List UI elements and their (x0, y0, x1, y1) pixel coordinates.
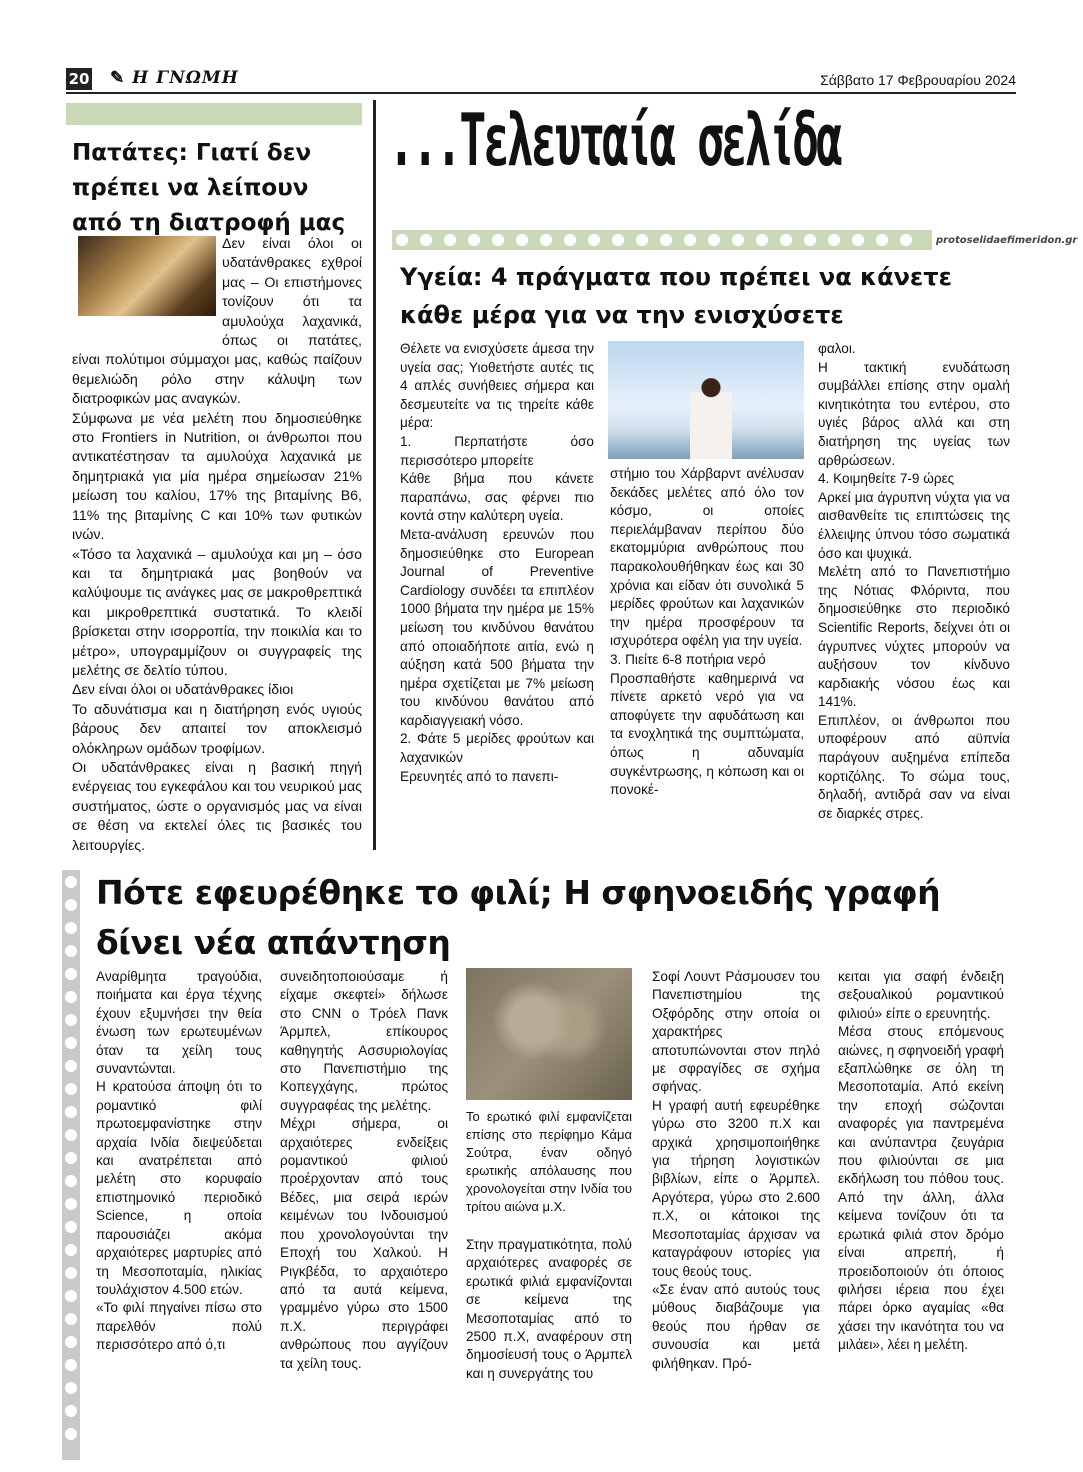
section-title: ...Τελευταία σελίδα (388, 98, 840, 182)
health-paragraph: Αρκεί μια άγρυπνη νύχτα για να αισθανθείτε τις επιπτώσεις της έλλειψης ύπνου τόσο σωματικά όσο και ψυχικά. (818, 489, 1010, 561)
health-col-1 (400, 340, 594, 786)
health-paragraph: Κάθε βήμα που κάνετε παραπάνω, σας φέρνει πιο κοντά στην καλύτερη υγεία. (400, 471, 594, 524)
potato-paragraph: Σύμφωνα με νέα μελέτη που δημοσιεύθηκε στο Frontiers in Nutrition, οι άνθρωποι που αντικατέστησαν τα αμυλούχα λαχανικά με δημητριακά για μία ημέρα σημείωσαν 21% μείωση του καλίου, 17% της βιταμίνης Β6, 11% της βιταμίνης C και 10% των φυτικών ινών. (72, 410, 362, 544)
kiss-article-title: Πότε εφευρέθηκε το φιλί; Η σφηνοειδής γραφή δίνει νέα απάντηση (96, 873, 941, 962)
potato-article-title: Πατάτες: Γιατί δεν πρέπει να λείπουν από τη διατροφή μας (72, 140, 346, 236)
decorative-dots-bar (392, 230, 932, 250)
kiss-col-2 (280, 968, 448, 1373)
newspaper-logo (110, 68, 239, 88)
health-col-3 (818, 340, 1010, 823)
potato-paragraph: Το αδυνάτισμα και η διατήρηση ενός υγιούς βάρους δεν απαιτεί τον αποκλεισμό ολόκληρων ομάδων τροφίμων. (72, 701, 362, 757)
potato-title-bar (66, 103, 362, 125)
potato-paragraph: Οι υδατάνθρακες είναι η βασική πηγή ενέργειας του εγκεφάλου και του νευρικού μας συστήματος, ώστε ο οργανισμός μας να είναι σε θέση να εκτελεί όλες τις βασικές του λειτουργίες. (72, 759, 362, 854)
page-number: 20 (66, 68, 92, 90)
kiss-paragraph: συνειδητοποιούσαμε ή είχαμε σκεφτεί» δήλωσε στο CNN ο Τρόελ Πανκ Άρμπελ, επίκουρος καθηγητής Ασσυριολογίας στο Πανεπιστήμιο της Κοπεγχάγης, πρώτος συγγραφέας της μελέτης. (280, 969, 448, 1113)
health-subheading: 3. Πιείτε 6-8 ποτήρια νερό (610, 651, 766, 667)
kiss-paragraph: Η γραφή αυτή εφευρέθηκε γύρω στο 3200 π.Χ και αρχικά χρησιμοποιήθηκε για τήρηση λογιστικών βιβλίων, είπε ο Άρμπελ. Αργότερα, γύρω στο 2.600 π.Χ, οι κάτοικοι της Μεσοποταμίας άρχισαν να καταγράφουν ιστορίες για τους θεούς τους. (652, 1097, 820, 1279)
health-paragraph: Επιπλέον, οι άνθρωποι που υποφέρουν από αϋπνία παράγουν αυξημένα επίπεδα κορτιζόλης. Το σώμα τους, δηλαδή, αντιδρά σαν να είναι σε διαρκές στρες. (818, 712, 1010, 821)
cuneiform-relief-photo (466, 968, 632, 1100)
kiss-paragraph: «Το φιλί πηγαίνει πίσω στο παρελθόν πολύ περισσότερο από ό,τι (96, 1300, 262, 1353)
potato-body (72, 235, 362, 856)
health-subheading: 4. Κοιμηθείτε 7-9 ώρες (818, 471, 955, 487)
health-subheading: 1. Περπατήστε όσο περισσότερο μπορείτε (400, 433, 594, 468)
kiss-paragraph: κειται για σαφή ένδειξη σεξουαλικού ρομαντικού φιλιού» είπε ο ερευνητής. (838, 969, 1004, 1021)
health-paragraph: Η τακτική ενυδάτωση συμβάλλει επίσης στην ομαλή κινητικότητα του εντέρου, στο υγιές βάρος αλλά και στη διατήρηση της υγείας των αρθρώσεων. (818, 359, 1010, 468)
health-paragraph: φαλοι. (818, 341, 856, 356)
newspaper-name: Η ΓΝΩΜΗ (132, 68, 239, 88)
woman-silhouette (690, 372, 732, 459)
kiss-photo-caption: Το ερωτικό φιλί εμφανίζεται επίσης στο περίφημο Κάμα Σούτρα, έναν οδηγό ερωτικής απόλαυσης που χρονολογείται στην Ινδία του τρίτου αιώνα μ.Χ. (466, 1109, 632, 1214)
kiss-col-4 (652, 968, 820, 1373)
column-divider (373, 100, 376, 850)
pen-icon: ✎ (110, 68, 133, 88)
health-paragraph: Μελέτη από το Πανεπιστήμιο της Νότιας Φλόριντα, που δημοσιεύθηκε στο περιοδικό Scientific Reports, δείχνει ότι οι άγρυπνες νύχτες μπορούν να αυξήσουν τον κίνδυνο καρδιακής νόσου έως και 141%. (818, 564, 1010, 710)
kiss-col-5 (838, 968, 1004, 1355)
source-watermark: protoselidaefimeridon.gr (936, 235, 1078, 246)
health-paragraph: Ερευνητές από το πανεπι- (400, 768, 559, 784)
health-col-2 (610, 465, 804, 800)
health-article-title: Υγεία: 4 πράγματα που πρέπει να κάνετε κάθε μέρα για να την ενισχύσετε (400, 263, 952, 329)
potato-paragraph: «Τόσο τα λαχανικά – αμυλούχα και μη – όσο και τα δημητριακά μας βοηθούν να καλύψουμε τις ανάγκες μας σε μακροθρεπτικά και μικροθρεπτικά συστατικά. Το κλειδί βρίσκεται στην ισορροπία, την ποικιλία και το μέτρο», υπογραμμίζουν οι συγγραφείς της μελέτης σε δελτίο τύπου. (72, 546, 362, 679)
kiss-paragraph: Μέσα στους επόμενους αιώνες, η σφηνοειδή γραφή εξαπλώθηκε σε όλη τη Μεσοποταμία. Από εκείνη την εποχή σώζονται αναφορές για παντρεμένα και ανύπαντρα ζευγάρια που φιλιούνται σε μια εκδήλωση του πόθου τους. Από την άλλη, άλλα κείμενα τονίζουν ότι τα ερωτικά φιλιά στον δρόμο είναι απρεπή, ή προειδοποιούν ότι όποιος φιλήσει ιέρεια που έχει πάρει όρκο αγαμίας «θα χάσει την ικανότητα του να μιλάει», λέει η μελέτη. (838, 1024, 1004, 1353)
film-strip-border (62, 870, 80, 1460)
potato-subheading: Δεν είναι όλοι οι υδατάνθρακες ίδιοι (72, 682, 294, 699)
kiss-paragraph: Η κρατούσα άποψη ότι το ρομαντικό φιλί πρωτοεμφανίστηκε στην αρχαία Ινδία διεψεύδεται και ανατρέπεται από μελέτη στο κορυφαίο επιστημονικό περιοδικό Science, η οποία παρουσιάζει ακόμα αρχαιότερες μαρτυρίες από τη Μεσοποταμία, ηλικίας τουλάχιστον 4.500 ετών. (96, 1079, 262, 1297)
kiss-paragraph: Μέχρι σήμερα, οι αρχαιότερες ενδείξεις ρομαντικού φιλιού προέρχονταν από τους Βέδες, μια σειρά ιερών κειμένων του Ινδουισμού που χρονολογούνται την Εποχή του Χαλκού. Η Ριγκβέδα, το αρχαιότερο από τα αυτά κείμενα, γραμμένο γύρω στο 1500 π.Χ. περιγράφει ανθρώπους που αγγίζουν τα χείλη τους. (280, 1116, 448, 1371)
health-paragraph: Θέλετε να ενισχύσετε άμεσα την υγεία σας; Υιοθετήστε αυτές τις 4 απλές συνήθειες σήμερα και δεσμευτείτε να τις τηρείτε κάθε μέρα: (400, 341, 594, 431)
header-rule (66, 92, 1016, 94)
kiss-paragraph: Σοφί Λουντ Ράσμουσεν του Πανεπιστημίου της Οξφόρδης στην οποία οι χαρακτήρες αποτυπώνονται στον πηλό με σφραγίδες σε σχήμα σφήνας. (652, 969, 820, 1095)
potato-intro-text: Δεν είναι όλοι οι υδατάνθρακες εχθροί μας – Οι επιστήμονες τονίζουν ότι τα αμυλούχα λαχανικά, όπως οι πατάτες, είναι πολύτιμοι σύμμαχοι μας, καθώς παίζουν θεμελιώδη ρόλο στην κάλυψη των διατροφικών μας αναγκών. (72, 236, 362, 408)
health-subheading: 2. Φάτε 5 μερίδες φρούτων και λαχανικών (400, 731, 594, 766)
health-paragraph: Μετα-ανάλυση ερευνών που δημοσιεύθηκε στο European Journal of Preventive Cardiology συνδέει τα επιπλέον 1000 βήματα την ημέρα με 15% μείωση του κινδύνου θανάτου από οποιαδήποτε αιτία, ενώ η αύξηση κατά 500 βήματα την ημέρα σχετίζεται με 7% μείωση του κινδύνου θανάτου από καρδιαγγειακή νόσο. (400, 526, 594, 728)
kiss-col-1 (96, 968, 262, 1355)
kiss-paragraph: Αναρίθμητα τραγούδια, ποιήματα και έργα τέχνης έχουν εξυμνήσει την θεία ένωση των ερωτευμένων όταν τα χείλη τους συναντώνται. (96, 969, 262, 1077)
health-paragraph: Προσπαθήστε καθημερινά να πίνετε αρκετό νερό για να αποφύγετε την αφυδάτωση και τα ενοχλητικά της συμπτώματα, όπως η αδυναμία συγκέντρωσης, η κόπωση και οι πονοκέ- (610, 670, 804, 798)
kiss-paragraph: Στην πραγματικότητα, πολύ αρχαιότερες αναφορές σε ερωτικά φιλιά εμφανίζονται σε κείμενα της Μεσοποταμίας από το 2500 π.Χ, αναφέρουν στη δημοσίευσή τους ο Άρμπελ και η συνεργάτης του (466, 1237, 632, 1381)
issue-date: Σάββατο 17 Φεβρουαρίου 2024 (820, 72, 1016, 88)
health-paragraph: στήμιο του Χάρβαρντ ανέλυσαν δεκάδες μελέτες από όλο τον κόσμο, οι οποίες περιελάμβαναν περίπου δύο εκατομμύρια ανθρώπους που παρακολουθήθηκαν έως και 30 χρόνια και είδαν ότι συνολικά 5 μερίδες φρούτων και λαχανικών την ημέρα προσφέρουν τα ισχυρότερα οφέλη για την υγεία. (610, 466, 804, 649)
kiss-col-3 (466, 1236, 632, 1383)
kiss-paragraph: «Σε έναν από αυτούς τους μύθους διαβάζουμε για θεούς που ήρθαν σε συνουσία και μετά φιλήθηκαν. Πρό- (652, 1281, 820, 1371)
